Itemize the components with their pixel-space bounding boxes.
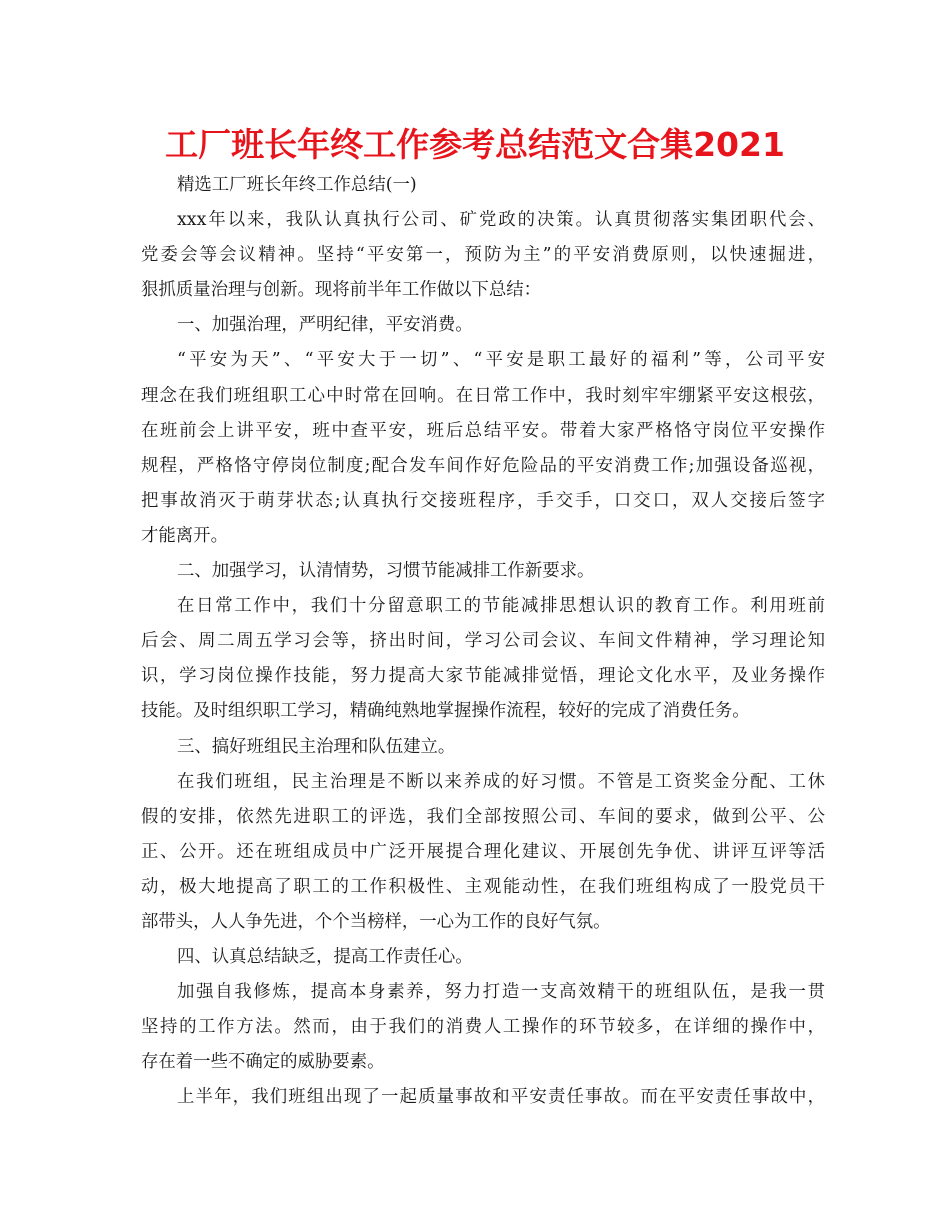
- text-line: 后会、周二周五学习会等，挤出时间，学习公司会议、车间文件精神，学习理论知: [141, 631, 825, 652]
- text-line: “平安为天”、“平安大于一切”、“平安是职工最好的福利”等，公司平安: [177, 350, 825, 371]
- text-line: 在我们班组，民主治理是不断以来养成的好习惯。不管是工资奖金分配、工休: [177, 771, 825, 792]
- text-line: xxx年以来，我队认真执行公司、矿党政的决策。认真贯彻落实集团职代会、: [177, 210, 825, 231]
- text-line: 规程，严格恪守停岗位制度;配合发车间作好危险品的平安消费工作;加强设备巡视，: [141, 455, 825, 476]
- document-title: 工厂班长年终工作参考总结范文合集2021: [165, 125, 785, 164]
- text-line: 动，极大地提高了职工的工作积极性、主观能动性，在我们班组构成了一股党员干: [141, 876, 825, 897]
- text-line: 正、公开。还在班组成员中广泛开展提合理化建议、开展创先争优、讲评互评等活: [141, 841, 825, 862]
- text-line: 加强自我修炼，提高本身素养，努力打造一支高效精干的班组队伍，是我一贯: [177, 982, 825, 1003]
- text-line: 部带头，人人争先进，个个当榜样，一心为工作的良好气氛。: [141, 911, 611, 932]
- text-line: 在日常工作中，我们十分留意职工的节能减排思想认识的教育工作。利用班前: [177, 596, 825, 617]
- text-line: 一、加强治理，严明纪律，平安消费。: [177, 315, 473, 336]
- text-line: 才能离开。: [141, 525, 228, 546]
- document-body: [141, 168, 825, 1116]
- text-line: 存在着一些不确定的威胁要素。: [141, 1052, 385, 1073]
- text-line: 识，学习岗位操作技能，努力提高大家节能减排觉悟，理论文化水平，及业务操作: [141, 666, 825, 687]
- text-line: 二、加强学习，认清情势，习惯节能减排工作新要求。: [177, 561, 595, 582]
- text-line: 党委会等会议精神。坚持“平安第一，预防为主”的平安消费原则，以快速掘进，: [141, 245, 825, 266]
- text-line: 上半年，我们班组出现了一起质量事故和平安责任事故。而在平安责任事故中，: [177, 1087, 825, 1108]
- text-line: 理念在我们班组职工心中时常在回响。在日常工作中，我时刻牢牢绷紧平安这根弦，: [141, 385, 825, 406]
- text-line: 三、搞好班组民主治理和队伍建立。: [177, 736, 456, 757]
- text-line: 把事故消灭于萌芽状态;认真执行交接班程序，手交手，口交口，双人交接后签字: [141, 490, 825, 511]
- text-line: 技能。及时组织职工学习，精确纯熟地掌握操作流程，较好的完成了消费任务。: [141, 701, 750, 722]
- text-line: 坚持的工作方法。然而，由于我们的消费人工操作的环节较多，在详细的操作中，: [141, 1017, 825, 1038]
- text-line: 假的安排，依然先进职工的评选，我们全部按照公司、车间的要求，做到公平、公: [141, 806, 825, 827]
- text-line: 在班前会上讲平安，班中查平安，班后总结平安。带着大家严格恪守岗位平安操作: [141, 420, 825, 441]
- text-line: 四、认真总结缺乏，提高工作责任心。: [177, 947, 473, 968]
- text-line: 狠抓质量治理与创新。现将前半年工作做以下总结：: [141, 280, 541, 301]
- text-line: 精选工厂班长年终工作总结(一): [177, 175, 417, 195]
